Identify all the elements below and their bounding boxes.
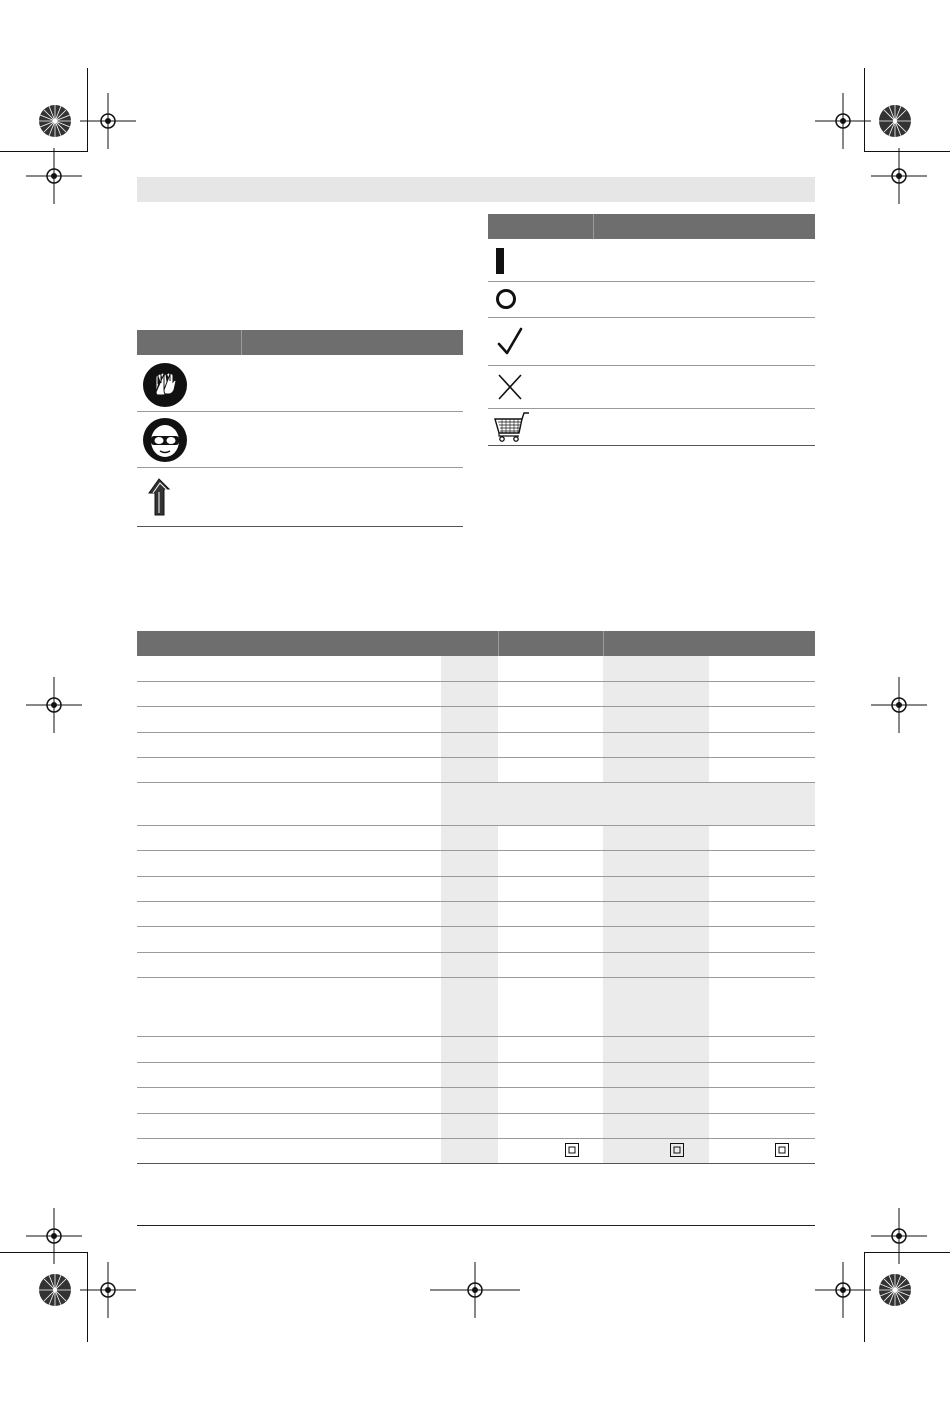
row-divider <box>137 1062 815 1063</box>
row-divider <box>137 1036 815 1037</box>
gloves-icon <box>142 362 188 408</box>
row-divider <box>137 706 815 707</box>
safety-table-header <box>137 330 463 355</box>
row-divider <box>137 1138 815 1139</box>
tech-data-table <box>137 631 815 1164</box>
registration-mark-icon <box>26 677 82 733</box>
star-target-icon <box>878 104 912 138</box>
checkmark-icon <box>494 325 528 359</box>
registration-mark-icon <box>871 677 927 733</box>
table-bottom-rule <box>137 1163 815 1164</box>
table-row <box>137 468 463 526</box>
registration-mark-icon <box>80 1262 136 1318</box>
tech-header-divider-2 <box>603 631 604 656</box>
row-divider <box>137 952 815 953</box>
symbol-table <box>488 214 815 446</box>
shaded-span-row <box>441 783 815 825</box>
row-divider <box>137 926 815 927</box>
shopping-cart-icon <box>492 411 532 443</box>
double-insulation-icon <box>670 1143 684 1157</box>
header-band <box>137 177 815 202</box>
row-divider <box>137 782 815 783</box>
registration-mark-icon <box>26 148 82 204</box>
footer-rule <box>137 1225 815 1226</box>
table-row <box>137 412 463 468</box>
star-target-icon <box>878 1273 912 1307</box>
row-divider <box>137 1113 815 1114</box>
row-divider <box>137 825 815 826</box>
registration-mark-icon <box>80 93 136 149</box>
tech-header-divider-1 <box>498 631 499 656</box>
cross-icon <box>494 371 526 403</box>
registration-mark-icon <box>430 1262 520 1318</box>
table-row <box>488 409 815 445</box>
row-divider <box>137 1087 815 1088</box>
star-target-icon <box>38 1273 72 1307</box>
registration-mark-icon <box>871 1208 927 1264</box>
registration-mark-icon <box>871 148 927 204</box>
row-divider <box>137 850 815 851</box>
double-insulation-icon <box>565 1143 579 1157</box>
safety-table <box>137 330 463 527</box>
table-bottom-rule <box>137 526 463 527</box>
switch-on-icon <box>494 246 508 276</box>
table-row <box>488 366 815 408</box>
symbol-table-header <box>488 214 815 239</box>
direction-arrow-icon <box>145 477 175 519</box>
star-target-icon <box>38 104 72 138</box>
tech-table-header <box>137 631 815 656</box>
goggles-icon <box>142 417 188 463</box>
row-divider <box>137 681 815 682</box>
symbol-table-header-divider <box>593 214 594 239</box>
switch-off-icon <box>494 287 518 311</box>
row-divider <box>137 901 815 902</box>
registration-mark-icon <box>815 1262 871 1318</box>
row-divider <box>137 876 815 877</box>
table-row <box>488 239 815 281</box>
table-row <box>488 282 815 317</box>
registration-mark-icon <box>815 93 871 149</box>
safety-table-header-divider <box>241 330 242 355</box>
registration-mark-icon <box>26 1208 82 1264</box>
table-row <box>137 355 463 412</box>
double-insulation-icon <box>775 1143 789 1157</box>
row-divider <box>137 977 815 978</box>
row-divider <box>137 732 815 733</box>
table-bottom-rule <box>488 445 815 446</box>
table-row <box>488 318 815 365</box>
row-divider <box>137 757 815 758</box>
